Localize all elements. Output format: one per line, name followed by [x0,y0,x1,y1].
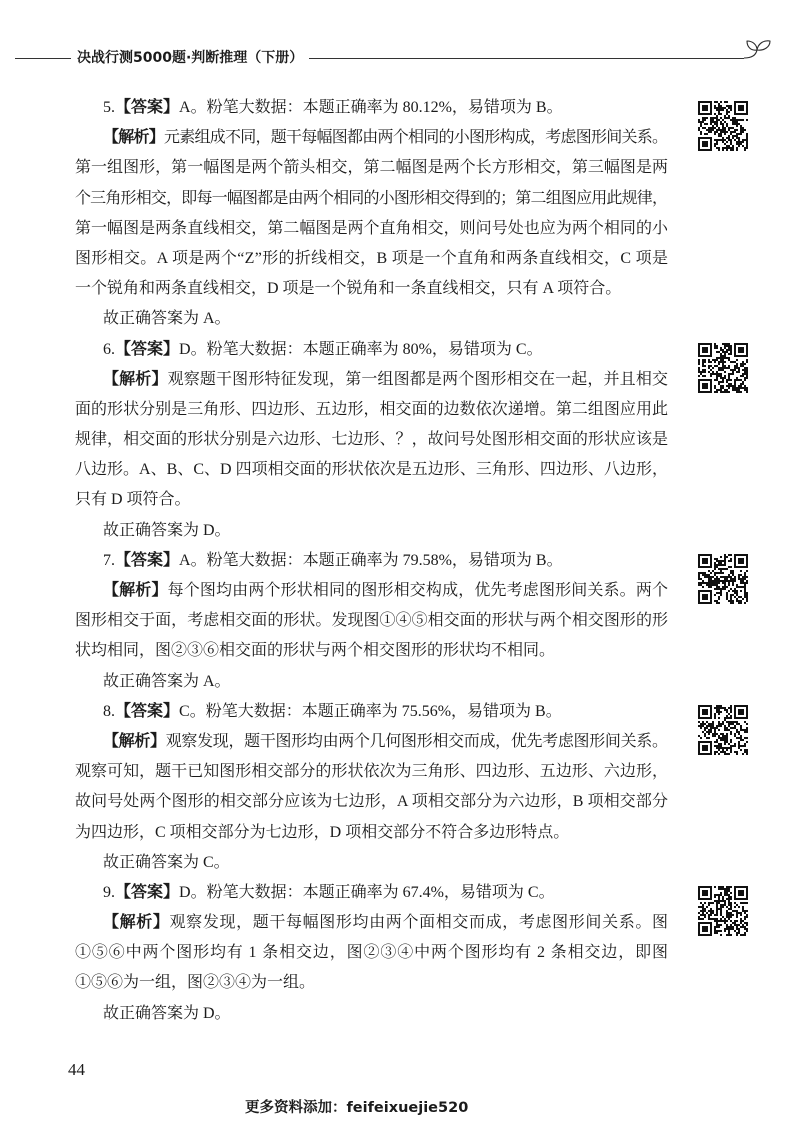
line-text [75,636,555,666]
answer-label: 【答案】 [115,702,180,720]
line-text [75,968,315,998]
analysis-text: 只有 D 项符合。 [75,491,191,509]
analysis-line [75,787,668,817]
answer-line [75,335,668,365]
analysis-label: 【解析】 [103,129,164,147]
analysis-line [75,184,668,214]
analysis-line [75,365,668,395]
analysis-line [75,425,668,455]
analysis-text: 个三角形相交，即每一幅图都是由两个相同的小图形相交得到的；第二组图应用此规律， [75,189,668,207]
analysis-line [75,123,668,153]
conclusion-text: 故正确答案为 C。 [103,853,230,871]
analysis-text: 观察发现，题干图形均由两个几何图形相交而成，优先考虑图形间关系。 [165,732,668,750]
analysis-line [75,968,668,998]
analysis-line [75,606,668,636]
answer-list [75,93,668,1029]
line-text [103,516,231,546]
line-text [103,335,543,365]
answer-text: A。粉笔大数据：本题正确率为 79.58%，易错项为 B。 [179,551,563,569]
analysis-line [75,636,668,666]
line-text [75,455,668,485]
analysis-text: 为四边形，C 项相交部分为七边形，D 项相交部分不符合多边形特点。 [75,823,570,841]
question-number: 7. [103,551,115,569]
analysis-line [75,395,668,425]
conclusion-line [75,848,668,878]
line-text [75,153,668,183]
line-text [75,938,669,968]
conclusion-line [75,999,668,1029]
line-text [103,576,668,606]
analysis-text: 状均相同，图②③⑥相交面的形状与两个相交图形的形状均不相同。 [75,642,556,660]
line-text [75,244,668,274]
sprout-icon [744,39,772,65]
line-text [103,697,562,727]
analysis-line [75,938,668,968]
question-number: 9. [103,883,115,901]
answer-line [75,93,668,123]
conclusion-text: 故正确答案为 D。 [103,1004,231,1022]
line-text [103,878,555,908]
analysis-text: 一个锐角和两条直线相交，D 项是一个锐角和一条直线相交，只有 A 项符合。 [75,280,622,298]
analysis-line [75,757,668,787]
analysis-line [75,214,668,244]
analysis-line [75,485,668,515]
answer-label: 【答案】 [115,99,180,116]
line-text [75,757,668,787]
analysis-label: 【解析】 [103,582,168,599]
analysis-text: ①⑤⑥为一组，图②③④为一组。 [75,974,316,992]
analysis-text: 第一幅图是两条直线相交，第二幅图是两个直角相交，则问号处也应为两个相同的小 [75,219,669,237]
analysis-text: 八边形。A、B、C、D 四项相交面的形状依次是五边形、三角形、四边形、八边形， [75,461,668,479]
answer-text: A。粉笔大数据：本题正确率为 80.12%，易错项为 B。 [179,99,563,116]
line-text [103,365,668,395]
analysis-text: 图形相交。A 项是两个“Z”形的折线相交，B 项是一个直角和两条直线相交，C 项是 [75,249,669,267]
analysis-text: 第一组图形，第一幅图是两个箭头相交，第二幅图是两个长方形相交，第三幅图是两 [75,159,669,177]
line-text [75,395,668,425]
header-rule-left [15,58,71,59]
analysis-text: 面的形状分别是三角形、四边形、五边形，相交面的边数依次递增。第二组图应用此 [75,400,669,418]
analysis-text: ①⑤⑥中两个图形均有 1 条相交边，图②③④中两个图形均有 2 条相交边，即图 [75,944,669,962]
analysis-line [75,576,668,606]
analysis-line [75,455,668,485]
conclusion-line [75,516,668,546]
qr-code-pattern [698,705,748,755]
answer-item [75,878,668,1029]
answer-text: D。粉笔大数据：本题正确率为 80%，易错项为 C。 [179,340,543,358]
running-header [15,45,772,71]
analysis-line [75,153,668,183]
line-text [103,667,231,697]
answer-line [75,697,668,727]
analysis-line [75,908,668,938]
question-number: 5. [103,99,115,116]
answer-item [75,335,668,546]
line-text [103,727,668,757]
header-rule-right [309,58,744,59]
answer-item [75,546,668,697]
analysis-label: 【解析】 [103,732,166,750]
line-text [75,606,668,636]
line-text [103,848,230,878]
qr-code [698,705,748,755]
qr-code [698,101,748,151]
line-text [103,304,231,334]
line-text [75,184,667,214]
page-number: 44 [68,1060,85,1079]
analysis-text: 每个图均由两个形状相同的图形相交构成，优先考虑图形间关系。两个 [167,582,669,599]
qr-code-pattern [698,886,748,936]
conclusion-text: 故正确答案为 A。 [103,672,231,690]
line-text [75,485,191,515]
answer-line [75,546,668,576]
line-text [103,546,563,576]
answer-item [75,697,668,878]
line-text [103,93,563,123]
analysis-line [75,244,668,274]
analysis-label: 【解析】 [103,370,168,388]
qr-code-pattern [698,554,748,604]
conclusion-text: 故正确答案为 A。 [103,310,231,328]
answer-text: D。粉笔大数据：本题正确率为 67.4%，易错项为 C。 [179,883,555,901]
analysis-line [75,818,668,848]
analysis-text: 观察可知，题干已知图形相交部分的形状依次为三角形、四边形、五边形、六边形， [75,763,669,781]
analysis-label: 【解析】 [103,914,170,932]
footer-note: 更多资料添加：feifeixuejie520 [245,1100,469,1116]
line-text [103,123,667,153]
book-title: 决战行测5000题·判断推理（下册） [77,50,304,66]
line-text [75,787,668,817]
answer-text: C。粉笔大数据：本题正确率为 75.56%，易错项为 B。 [179,702,562,720]
qr-code [698,554,748,604]
line-text [103,999,231,1029]
analysis-text: 元素组成不同，题干每幅图都由两个相同的小图形构成，考虑图形间关系。 [164,129,668,147]
conclusion-text: 故正确答案为 D。 [103,521,231,539]
analysis-text: 观察题干图形特征发现，第一组图都是两个图形相交在一起，并且相交 [167,370,669,388]
line-text [75,818,569,848]
analysis-text: 观察发现，题干每幅图形均由两个面相交而成，考虑图形间关系。图 [169,914,669,932]
line-text [75,214,668,244]
analysis-text: 规律，相交面的形状分别是六边形、七边形、？，故问号处图形相交面的形状应该是 [75,431,669,449]
answer-label: 【答案】 [115,340,180,358]
line-text [75,274,621,304]
question-number: 6. [103,340,115,358]
answer-label: 【答案】 [115,883,180,901]
answer-label: 【答案】 [115,551,180,569]
answer-item [75,93,668,335]
analysis-line [75,274,668,304]
analysis-text: 图形相交于面，考虑相交面的形状。发现图①④⑤相交面的形状与两个相交图形的形 [75,612,669,630]
question-number: 8. [103,702,115,720]
qr-code [698,886,748,936]
qr-code-pattern [698,101,748,151]
analysis-text: 故问号处两个图形的相交部分应该为七边形，A 项相交部分为六边形，B 项相交部分 [75,793,669,811]
answer-line [75,878,668,908]
conclusion-line [75,304,668,334]
qr-code-pattern [698,343,748,393]
analysis-line [75,727,668,757]
line-text [103,908,669,938]
conclusion-line [75,667,668,697]
line-text [75,425,668,455]
qr-code [698,343,748,393]
